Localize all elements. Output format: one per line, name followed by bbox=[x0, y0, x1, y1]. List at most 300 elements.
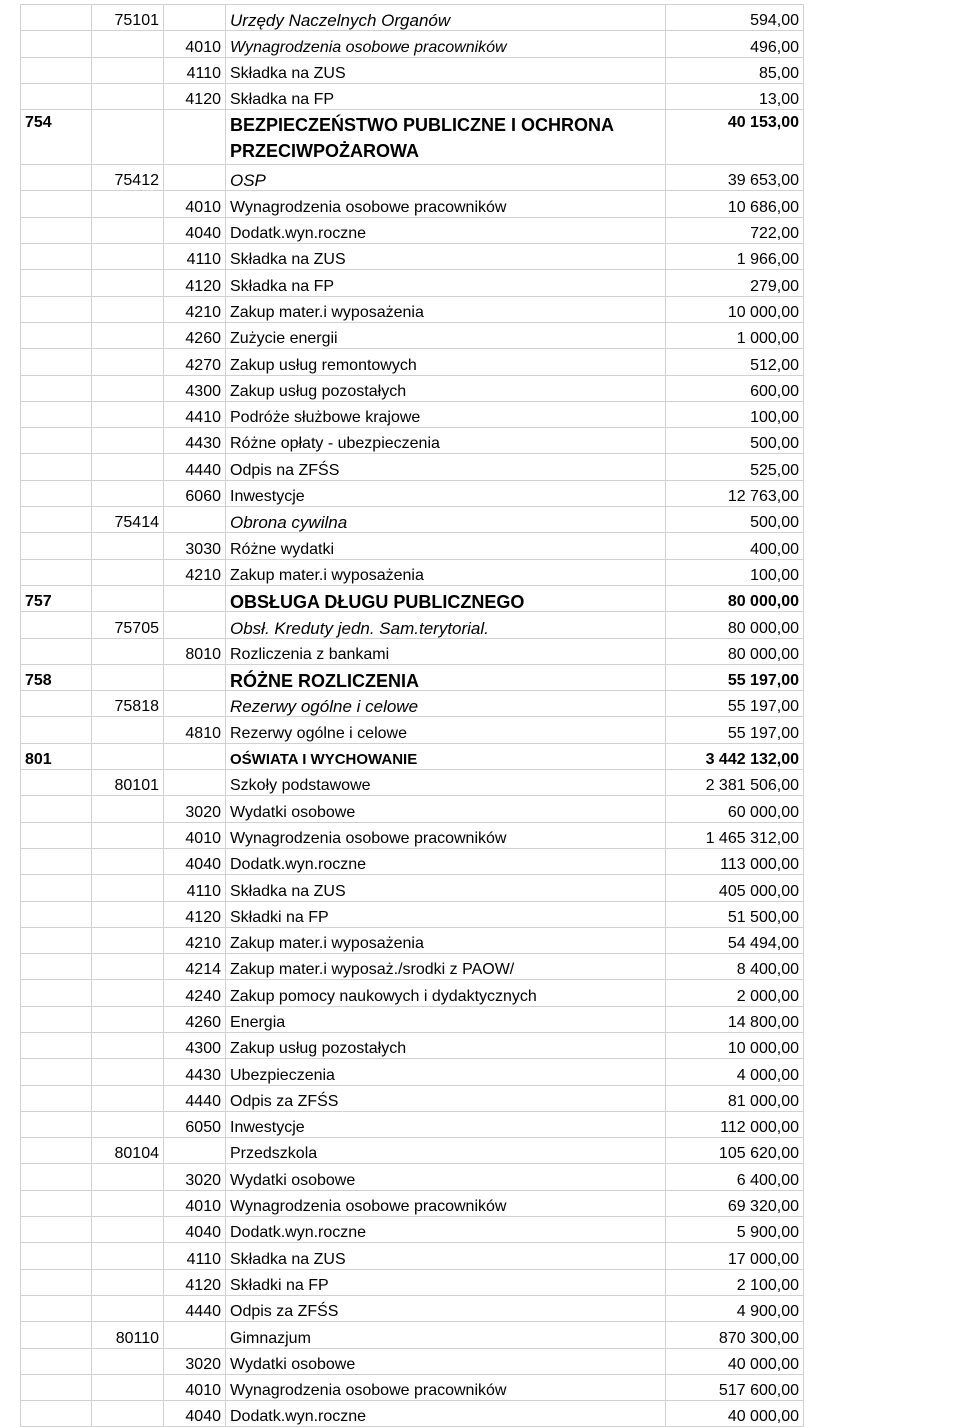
section-code bbox=[21, 559, 92, 585]
item-name: Gimnazjum bbox=[226, 1322, 666, 1348]
section-code bbox=[21, 375, 92, 401]
paragraph-code: 4120 bbox=[164, 1269, 226, 1295]
section-code bbox=[21, 5, 92, 31]
section-row bbox=[21, 664, 804, 690]
item-name: Zużycie energii bbox=[226, 322, 666, 348]
item-amount: 400,00 bbox=[666, 533, 804, 559]
item-amount: 80 000,00 bbox=[666, 638, 804, 664]
section-code bbox=[21, 244, 92, 270]
paragraph-row bbox=[21, 638, 804, 664]
paragraph-code: 3020 bbox=[164, 1348, 226, 1374]
item-name: Zakup mater.i wyposaż./srodki z PAOW/ bbox=[226, 954, 666, 980]
paragraph-code bbox=[164, 1138, 226, 1164]
section-code bbox=[21, 1085, 92, 1111]
paragraph-row bbox=[21, 1085, 804, 1111]
chapter-code bbox=[92, 901, 164, 927]
item-name: OŚWIATA I WYCHOWANIE bbox=[226, 743, 666, 769]
paragraph-code: 8010 bbox=[164, 638, 226, 664]
paragraph-code bbox=[164, 664, 226, 690]
item-name: Wynagrodzenia osobowe pracowników bbox=[226, 822, 666, 848]
paragraph-row bbox=[21, 191, 804, 217]
chapter-code bbox=[92, 375, 164, 401]
item-name: Odpis za ZFŚS bbox=[226, 1085, 666, 1111]
paragraph-code bbox=[164, 507, 226, 533]
section-code bbox=[21, 1059, 92, 1085]
item-amount: 1 966,00 bbox=[666, 244, 804, 270]
section-code bbox=[21, 1217, 92, 1243]
chapter-code bbox=[92, 322, 164, 348]
section-code bbox=[21, 638, 92, 664]
item-name: Składka na FP bbox=[226, 83, 666, 109]
item-amount: 81 000,00 bbox=[666, 1085, 804, 1111]
item-name: Wynagrodzenia osobowe pracowników bbox=[226, 1374, 666, 1400]
section-code bbox=[21, 1006, 92, 1032]
section-code bbox=[21, 848, 92, 874]
paragraph-row bbox=[21, 217, 804, 243]
chapter-code bbox=[92, 1269, 164, 1295]
section-code bbox=[21, 1401, 92, 1427]
paragraph-code: 4260 bbox=[164, 322, 226, 348]
item-name: Inwestycje bbox=[226, 1111, 666, 1137]
item-amount: 40 153,00 bbox=[666, 110, 804, 165]
item-name: Zakup usług pozostałych bbox=[226, 375, 666, 401]
paragraph-code bbox=[164, 5, 226, 31]
item-amount: 60 000,00 bbox=[666, 796, 804, 822]
item-amount: 55 197,00 bbox=[666, 691, 804, 717]
paragraph-code: 4440 bbox=[164, 1085, 226, 1111]
paragraph-code bbox=[164, 1322, 226, 1348]
paragraph-code: 4040 bbox=[164, 217, 226, 243]
chapter-code bbox=[92, 401, 164, 427]
chapter-code bbox=[92, 270, 164, 296]
paragraph-row bbox=[21, 244, 804, 270]
paragraph-row bbox=[21, 1059, 804, 1085]
paragraph-row bbox=[21, 454, 804, 480]
chapter-code bbox=[92, 244, 164, 270]
paragraph-row bbox=[21, 901, 804, 927]
paragraph-row bbox=[21, 1217, 804, 1243]
paragraph-code: 4120 bbox=[164, 83, 226, 109]
section-code bbox=[21, 296, 92, 322]
section-code bbox=[21, 270, 92, 296]
paragraph-code: 4110 bbox=[164, 57, 226, 83]
paragraph-row bbox=[21, 375, 804, 401]
item-name: Składka na ZUS bbox=[226, 1243, 666, 1269]
budget-table bbox=[20, 4, 804, 1427]
section-code bbox=[21, 691, 92, 717]
item-amount: 113 000,00 bbox=[666, 848, 804, 874]
chapter-code bbox=[92, 1164, 164, 1190]
paragraph-row bbox=[21, 954, 804, 980]
chapter-code bbox=[92, 1111, 164, 1137]
item-amount: 105 620,00 bbox=[666, 1138, 804, 1164]
paragraph-code: 4120 bbox=[164, 270, 226, 296]
item-name: Zakup usług remontowych bbox=[226, 349, 666, 375]
paragraph-row bbox=[21, 83, 804, 109]
section-code bbox=[21, 533, 92, 559]
item-name: Zakup mater.i wyposażenia bbox=[226, 296, 666, 322]
item-amount: 496,00 bbox=[666, 31, 804, 57]
chapter-code: 80104 bbox=[92, 1138, 164, 1164]
paragraph-code bbox=[164, 743, 226, 769]
paragraph-code: 4210 bbox=[164, 296, 226, 322]
paragraph-row bbox=[21, 1295, 804, 1321]
paragraph-row bbox=[21, 1164, 804, 1190]
paragraph-code: 4260 bbox=[164, 1006, 226, 1032]
item-amount: 14 800,00 bbox=[666, 1006, 804, 1032]
chapter-code bbox=[92, 848, 164, 874]
chapter-code: 75101 bbox=[92, 5, 164, 31]
section-code bbox=[21, 1243, 92, 1269]
item-name: Wynagrodzenia osobowe pracowników bbox=[226, 31, 666, 57]
paragraph-code bbox=[164, 612, 226, 638]
item-amount: 5 900,00 bbox=[666, 1217, 804, 1243]
paragraph-row bbox=[21, 31, 804, 57]
item-name: Dodatk.wyn.roczne bbox=[226, 217, 666, 243]
section-code bbox=[21, 875, 92, 901]
paragraph-row bbox=[21, 57, 804, 83]
chapter-code bbox=[92, 743, 164, 769]
chapter-code bbox=[92, 559, 164, 585]
paragraph-code bbox=[164, 770, 226, 796]
chapter-row bbox=[21, 691, 804, 717]
paragraph-code: 4010 bbox=[164, 31, 226, 57]
paragraph-row bbox=[21, 401, 804, 427]
section-code bbox=[21, 57, 92, 83]
item-amount: 405 000,00 bbox=[666, 875, 804, 901]
paragraph-code: 4210 bbox=[164, 927, 226, 953]
item-amount: 54 494,00 bbox=[666, 927, 804, 953]
item-amount: 69 320,00 bbox=[666, 1190, 804, 1216]
paragraph-row bbox=[21, 559, 804, 585]
paragraph-row bbox=[21, 1190, 804, 1216]
chapter-row bbox=[21, 1322, 804, 1348]
chapter-code bbox=[92, 1217, 164, 1243]
section-code bbox=[21, 1111, 92, 1137]
paragraph-code: 4410 bbox=[164, 401, 226, 427]
item-name: Odpis na ZFŚS bbox=[226, 454, 666, 480]
item-amount: 500,00 bbox=[666, 428, 804, 454]
chapter-code bbox=[92, 717, 164, 743]
chapter-code: 75412 bbox=[92, 165, 164, 191]
item-name: Zakup pomocy naukowych i dydaktycznych bbox=[226, 980, 666, 1006]
chapter-code bbox=[92, 1032, 164, 1058]
item-amount: 80 000,00 bbox=[666, 585, 804, 611]
item-amount: 10 000,00 bbox=[666, 1032, 804, 1058]
section-code bbox=[21, 1295, 92, 1321]
paragraph-row bbox=[21, 533, 804, 559]
section-code bbox=[21, 1348, 92, 1374]
item-name: OBSŁUGA DŁUGU PUBLICZNEGO bbox=[226, 585, 666, 611]
item-amount: 100,00 bbox=[666, 401, 804, 427]
section-code bbox=[21, 480, 92, 506]
chapter-row bbox=[21, 770, 804, 796]
item-amount: 4 900,00 bbox=[666, 1295, 804, 1321]
paragraph-code: 4010 bbox=[164, 191, 226, 217]
item-name: Wynagrodzenia osobowe pracowników bbox=[226, 191, 666, 217]
item-name: Wydatki osobowe bbox=[226, 796, 666, 822]
chapter-code bbox=[92, 349, 164, 375]
budget-table-body bbox=[21, 5, 804, 1427]
paragraph-code bbox=[164, 691, 226, 717]
paragraph-code: 4010 bbox=[164, 1190, 226, 1216]
paragraph-code: 4010 bbox=[164, 1374, 226, 1400]
paragraph-code: 4110 bbox=[164, 875, 226, 901]
paragraph-row bbox=[21, 1006, 804, 1032]
item-amount: 85,00 bbox=[666, 57, 804, 83]
chapter-code bbox=[92, 980, 164, 1006]
item-name: Obrona cywilna bbox=[226, 507, 666, 533]
section-code bbox=[21, 717, 92, 743]
item-name: Szkoły podstawowe bbox=[226, 770, 666, 796]
paragraph-code: 4040 bbox=[164, 1217, 226, 1243]
chapter-code bbox=[92, 57, 164, 83]
chapter-code bbox=[92, 664, 164, 690]
paragraph-row bbox=[21, 428, 804, 454]
item-name: Odpis za ZFŚS bbox=[226, 1295, 666, 1321]
section-code: 757 bbox=[21, 585, 92, 611]
chapter-code: 75414 bbox=[92, 507, 164, 533]
paragraph-code: 3020 bbox=[164, 1164, 226, 1190]
chapter-code bbox=[92, 217, 164, 243]
section-code bbox=[21, 980, 92, 1006]
chapter-code bbox=[92, 110, 164, 165]
chapter-code bbox=[92, 954, 164, 980]
item-name: Składka na ZUS bbox=[226, 875, 666, 901]
section-code bbox=[21, 349, 92, 375]
section-code bbox=[21, 822, 92, 848]
item-amount: 1 000,00 bbox=[666, 322, 804, 348]
section-code: 758 bbox=[21, 664, 92, 690]
item-name: Ubezpieczenia bbox=[226, 1059, 666, 1085]
paragraph-row bbox=[21, 480, 804, 506]
item-amount: 40 000,00 bbox=[666, 1348, 804, 1374]
item-amount: 12 763,00 bbox=[666, 480, 804, 506]
paragraph-code: 4240 bbox=[164, 980, 226, 1006]
chapter-code bbox=[92, 1059, 164, 1085]
chapter-code bbox=[92, 1295, 164, 1321]
item-name: Zakup mater.i wyposażenia bbox=[226, 927, 666, 953]
paragraph-code bbox=[164, 110, 226, 165]
item-amount: 55 197,00 bbox=[666, 717, 804, 743]
item-amount: 2 000,00 bbox=[666, 980, 804, 1006]
paragraph-code: 4110 bbox=[164, 1243, 226, 1269]
paragraph-code: 3030 bbox=[164, 533, 226, 559]
section-code bbox=[21, 954, 92, 980]
chapter-row bbox=[21, 1138, 804, 1164]
item-amount: 594,00 bbox=[666, 5, 804, 31]
item-amount: 8 400,00 bbox=[666, 954, 804, 980]
chapter-code bbox=[92, 533, 164, 559]
paragraph-code: 4440 bbox=[164, 1295, 226, 1321]
chapter-code bbox=[92, 1374, 164, 1400]
item-amount: 722,00 bbox=[666, 217, 804, 243]
chapter-code bbox=[92, 454, 164, 480]
section-code bbox=[21, 322, 92, 348]
item-name: Dodatk.wyn.roczne bbox=[226, 1217, 666, 1243]
paragraph-code: 4214 bbox=[164, 954, 226, 980]
item-name: Składka na FP bbox=[226, 270, 666, 296]
chapter-code bbox=[92, 585, 164, 611]
item-amount: 17 000,00 bbox=[666, 1243, 804, 1269]
section-code bbox=[21, 1269, 92, 1295]
paragraph-code bbox=[164, 585, 226, 611]
paragraph-row bbox=[21, 717, 804, 743]
paragraph-code: 6050 bbox=[164, 1111, 226, 1137]
item-name: Wydatki osobowe bbox=[226, 1164, 666, 1190]
section-code bbox=[21, 1374, 92, 1400]
chapter-code bbox=[92, 638, 164, 664]
item-name: Obsł. Kreduty jedn. Sam.terytorial. bbox=[226, 612, 666, 638]
paragraph-code: 4810 bbox=[164, 717, 226, 743]
chapter-code bbox=[92, 822, 164, 848]
paragraph-code: 4430 bbox=[164, 428, 226, 454]
paragraph-code: 6060 bbox=[164, 480, 226, 506]
section-row bbox=[21, 585, 804, 611]
section-code bbox=[21, 612, 92, 638]
section-code bbox=[21, 454, 92, 480]
paragraph-row bbox=[21, 270, 804, 296]
item-amount: 6 400,00 bbox=[666, 1164, 804, 1190]
chapter-code bbox=[92, 428, 164, 454]
paragraph-row bbox=[21, 296, 804, 322]
chapter-code bbox=[92, 1243, 164, 1269]
item-amount: 10 000,00 bbox=[666, 296, 804, 322]
chapter-code: 80101 bbox=[92, 770, 164, 796]
section-row bbox=[21, 110, 804, 165]
paragraph-row bbox=[21, 1243, 804, 1269]
paragraph-row bbox=[21, 927, 804, 953]
item-name: Składka na ZUS bbox=[226, 57, 666, 83]
item-name: Inwestycje bbox=[226, 480, 666, 506]
paragraph-row bbox=[21, 1374, 804, 1400]
item-name: Składka na ZUS bbox=[226, 244, 666, 270]
chapter-code bbox=[92, 927, 164, 953]
section-code bbox=[21, 796, 92, 822]
item-amount: 112 000,00 bbox=[666, 1111, 804, 1137]
paragraph-row bbox=[21, 349, 804, 375]
paragraph-code: 4210 bbox=[164, 559, 226, 585]
section-code bbox=[21, 1190, 92, 1216]
item-name: Składki na FP bbox=[226, 901, 666, 927]
paragraph-row bbox=[21, 848, 804, 874]
chapter-row bbox=[21, 612, 804, 638]
chapter-code bbox=[92, 1348, 164, 1374]
paragraph-row bbox=[21, 796, 804, 822]
paragraph-code: 4040 bbox=[164, 1401, 226, 1427]
item-name: Przedszkola bbox=[226, 1138, 666, 1164]
item-name: OSP bbox=[226, 165, 666, 191]
chapter-code bbox=[92, 1085, 164, 1111]
item-name: Różne opłaty - ubezpieczenia bbox=[226, 428, 666, 454]
section-row bbox=[21, 743, 804, 769]
item-amount: 3 442 132,00 bbox=[666, 743, 804, 769]
paragraph-code: 4040 bbox=[164, 848, 226, 874]
item-name: BEZPIECZEŃSTWO PUBLICZNE I OCHRONA PRZECIWPOŻAROWA bbox=[226, 110, 666, 165]
chapter-code bbox=[92, 83, 164, 109]
chapter-code bbox=[92, 1190, 164, 1216]
section-code bbox=[21, 83, 92, 109]
item-name: Wydatki osobowe bbox=[226, 1348, 666, 1374]
item-amount: 13,00 bbox=[666, 83, 804, 109]
item-amount: 600,00 bbox=[666, 375, 804, 401]
paragraph-code bbox=[164, 165, 226, 191]
item-amount: 40 000,00 bbox=[666, 1401, 804, 1427]
paragraph-row bbox=[21, 1111, 804, 1137]
item-name: Rozliczenia z bankami bbox=[226, 638, 666, 664]
section-code: 754 bbox=[21, 110, 92, 165]
item-name: Rezerwy ogólne i celowe bbox=[226, 691, 666, 717]
paragraph-code: 4010 bbox=[164, 822, 226, 848]
item-amount: 10 686,00 bbox=[666, 191, 804, 217]
item-name: Zakup usług pozostałych bbox=[226, 1032, 666, 1058]
item-name: Dodatk.wyn.roczne bbox=[226, 848, 666, 874]
section-code bbox=[21, 31, 92, 57]
item-name: RÓŻNE ROZLICZENIA bbox=[226, 664, 666, 690]
section-code bbox=[21, 1322, 92, 1348]
paragraph-code: 3020 bbox=[164, 796, 226, 822]
item-amount: 500,00 bbox=[666, 507, 804, 533]
item-name: Zakup mater.i wyposażenia bbox=[226, 559, 666, 585]
chapter-code bbox=[92, 191, 164, 217]
paragraph-row bbox=[21, 875, 804, 901]
item-amount: 2 100,00 bbox=[666, 1269, 804, 1295]
paragraph-row bbox=[21, 980, 804, 1006]
paragraph-code: 4300 bbox=[164, 375, 226, 401]
chapter-code bbox=[92, 796, 164, 822]
paragraph-row bbox=[21, 322, 804, 348]
item-name: Dodatk.wyn.roczne bbox=[226, 1401, 666, 1427]
chapter-code: 75705 bbox=[92, 612, 164, 638]
section-code bbox=[21, 1164, 92, 1190]
item-name: Składki na FP bbox=[226, 1269, 666, 1295]
paragraph-code: 4120 bbox=[164, 901, 226, 927]
section-code bbox=[21, 927, 92, 953]
paragraph-row bbox=[21, 1348, 804, 1374]
item-amount: 512,00 bbox=[666, 349, 804, 375]
chapter-code bbox=[92, 1401, 164, 1427]
section-code bbox=[21, 401, 92, 427]
paragraph-row bbox=[21, 822, 804, 848]
paragraph-code: 4270 bbox=[164, 349, 226, 375]
section-code bbox=[21, 165, 92, 191]
item-amount: 55 197,00 bbox=[666, 664, 804, 690]
chapter-row bbox=[21, 507, 804, 533]
item-amount: 279,00 bbox=[666, 270, 804, 296]
paragraph-row bbox=[21, 1401, 804, 1427]
item-name: Podróże służbowe krajowe bbox=[226, 401, 666, 427]
chapter-code: 75818 bbox=[92, 691, 164, 717]
item-name: Energia bbox=[226, 1006, 666, 1032]
paragraph-code: 4440 bbox=[164, 454, 226, 480]
item-amount: 4 000,00 bbox=[666, 1059, 804, 1085]
item-amount: 100,00 bbox=[666, 559, 804, 585]
chapter-code bbox=[92, 480, 164, 506]
item-amount: 525,00 bbox=[666, 454, 804, 480]
item-amount: 1 465 312,00 bbox=[666, 822, 804, 848]
item-name: Różne wydatki bbox=[226, 533, 666, 559]
item-amount: 51 500,00 bbox=[666, 901, 804, 927]
section-code: 801 bbox=[21, 743, 92, 769]
paragraph-code: 4300 bbox=[164, 1032, 226, 1058]
section-code bbox=[21, 901, 92, 927]
chapter-row bbox=[21, 5, 804, 31]
chapter-code bbox=[92, 875, 164, 901]
section-code bbox=[21, 428, 92, 454]
item-amount: 2 381 506,00 bbox=[666, 770, 804, 796]
item-amount: 39 653,00 bbox=[666, 165, 804, 191]
section-code bbox=[21, 217, 92, 243]
